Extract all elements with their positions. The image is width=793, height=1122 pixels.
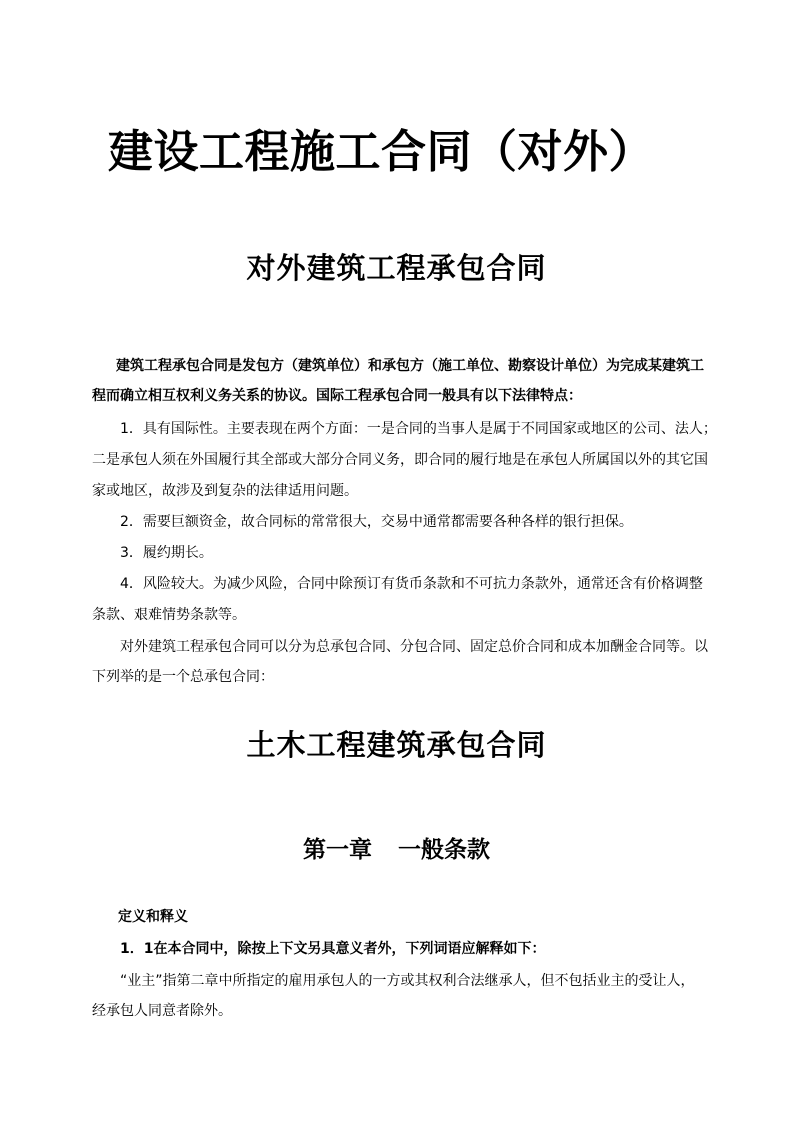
types-line-2: 下列举的是一个总承包合同：: [92, 669, 274, 685]
types-line-1: 对外建筑工程承包合同可以分为总承包合同、分包合同、固定总价合同和成本加酬金合同等。以: [120, 639, 708, 655]
item-4-line-1: 4．风险较大。为减少风险，合同中除预订有货币条款和不可抗力条款外，通常还含有价格调整: [120, 576, 703, 592]
chapter-number: 第一章: [303, 836, 372, 863]
item-1-line-1: 1．具有国际性。主要表现在两个方面：一是合同的当事人是属于不同国家或地区的公司、法人；: [120, 421, 717, 437]
item-1-line-2: 二是承包人须在外国履行其全部或大部分合同义务，即合同的履行地是在承包人所属国以外的其它国: [92, 452, 708, 468]
intro-line-2: 程而确立相互权利义务关系的协议。国际工程承包合同一般具有以下法律特点：: [92, 388, 582, 404]
item-1-line-3: 家或地区，故涉及到复杂的法律适用问题。: [92, 483, 358, 499]
chapter-name: 一般条款: [398, 836, 490, 863]
definition-line-1: “业主”指第二章中所指定的雇用承包人的一方或其权利合法继承人，但不包括业主的受让人，: [120, 973, 695, 989]
item-4-line-2: 条款、艰难情势条款等。: [92, 607, 246, 623]
intro-line-1: 建筑工程承包合同是发包方（建筑单位）和承包方（施工单位、勘察设计单位）为完成某建筑工: [116, 358, 704, 374]
contract-title: 土木工程建筑承包合同: [246, 728, 547, 762]
item-3: 3．履约期长。: [120, 545, 213, 561]
item-2: 2．需要巨额资金，故合同标的常常很大，交易中通常都需要各种各样的银行担保。: [120, 514, 633, 530]
chapter-heading: [0, 834, 793, 866]
document-title: 建设工程施工合同（对外）: [108, 125, 655, 178]
clause-1-1: 1．1在本合同中，除按上下文另具意义者外，下列词语应解释如下：: [120, 941, 546, 957]
definition-line-2: 经承包人同意者除外。: [92, 1003, 232, 1019]
section-heading: 定义和释义: [118, 909, 188, 925]
document-subtitle: 对外建筑工程承包合同: [246, 251, 547, 285]
